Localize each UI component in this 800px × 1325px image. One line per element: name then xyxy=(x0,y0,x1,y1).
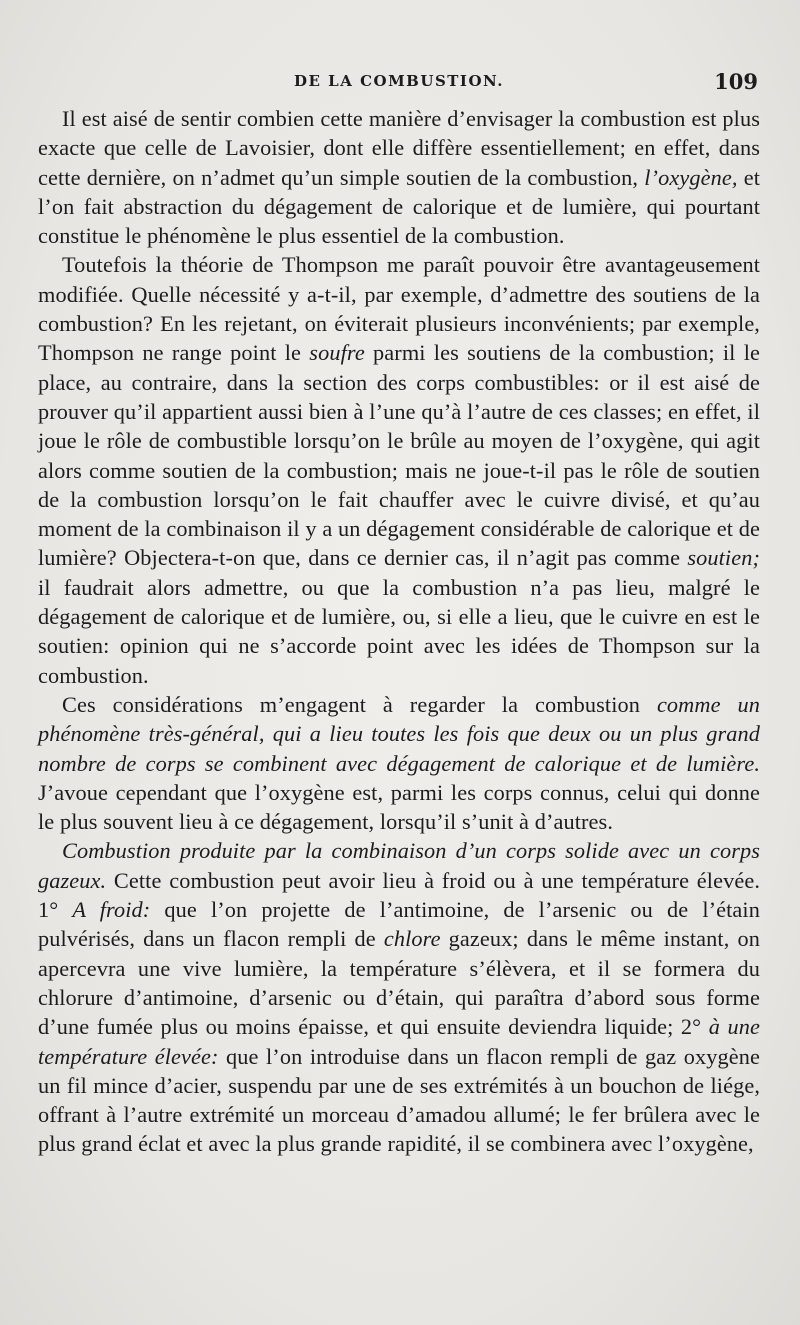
text-run: J’avoue cependant que l’oxygène est, parmi les corps connus, celui qui donne le plus souvent lieu à ce dégagement, lorsqu’il s’unit à d’autres. xyxy=(38,779,760,835)
paragraph xyxy=(38,690,760,836)
text-run: Toutefois la théorie de Thompson me paraît pouvoir être avantageusement modifiée. Quelle nécessité y a-t-il, par exemple, d’admettre des soutiens de la combustion? En les rejetant, on éviterait plusieurs inconvénients; par exemple, Thompson ne range point le xyxy=(38,252,760,366)
paragraph xyxy=(38,836,760,1158)
italic-run: comme un phénomène très-général, qui a lieu toutes les fois que deux ou un plus grand nombre de corps se combinent avec dégagement de calorique et de lumière. xyxy=(38,691,760,776)
text-run: Il est aisé de sentir combien cette manière d’envisager la combustion est plus exacte que celle de Lavoisier, dont elle diffère essentiellement; en effet, dans cette dernière, on n’admet qu’un simple soutien de la combustion, xyxy=(38,106,760,190)
italic-run: A froid: xyxy=(72,897,151,923)
italic-run: à une température élevée: xyxy=(38,1014,760,1069)
page-number: 109 xyxy=(714,69,758,94)
text-run: Ces considérations m’engagent à regarder la combustion xyxy=(62,691,657,717)
italic-run: Combustion produite par la combinaison d’un corps solide avec un corps gazeux. xyxy=(38,838,760,893)
text-run: que l’on introduise dans un flacon rempli de gaz oxygène un fil mince d’acier, suspendu par une de ses extrémités à un bouchon de liége, offrant à l’autre extrémité un morceau d’amadou allumé; le fer brûlera avec le plus grand éclat et avec la plus grande rapidité, il se combinera avec l’oxygène, xyxy=(38,1043,760,1157)
text-run: et l’on fait abstraction du dégagement de calorique et de lumière, qui pourtant constitue le phénomène le plus essentiel de la combustion. xyxy=(38,164,760,249)
text-run: gazeux; dans le même instant, on apercevra une vive lumière, la température s’élèvera, et il se formera du chlorure d’antimoine, d’arsenic ou d’étain, qui paraîtra d’abord sous forme d’une fumée plus ou moins épaisse, et qui ensuite deviendra liquide; 2° xyxy=(38,926,760,1040)
running-head: DE LA COMBUSTION. xyxy=(294,72,504,90)
page-header xyxy=(38,69,760,102)
text-run: que l’on projette de l’antimoine, de l’arsenic ou de l’étain pulvérisés, dans un flacon rempli de xyxy=(38,897,760,952)
text-run: Cette combustion peut avoir lieu à froid ou à une température élevée. 1° xyxy=(38,867,760,923)
italic-run: soufre xyxy=(309,340,365,366)
paragraph xyxy=(38,104,760,250)
italic-run: soutien; xyxy=(687,545,760,571)
italic-run: l’oxygène, xyxy=(644,164,738,190)
paragraph xyxy=(38,250,760,689)
text-run: parmi les soutiens de la combustion; il le place, au contraire, dans la section des corps combustibles: or il est aisé de prouver qu’il appartient aussi bien à l’une qu’à l’autre de ces classes; en effet, il joue le rôle de combustible lorsqu’on le brûle au moyen de l’oxygène, qui agit alors comme soutien de la combustion; mais ne joue-t-il pas le rôle de soutien de la combustion lorsqu’on le fait chauffer avec le cuivre divisé, et qu’au moment de la combinaison il y a un dégagement considérable de calorique et de lumière? Objectera-t-on que, dans ce dernier cas, il n’agit pas comme xyxy=(38,340,760,571)
body-text xyxy=(38,104,760,1159)
text-run: il faudrait alors admettre, ou que la combustion n’a pas lieu, malgré le dégagement de calorique et de lumière, ou, si elle a lieu, que le cuivre en est le soutien: opinion qui ne s’accorde point avec les idées de Thompson sur la combustion. xyxy=(38,574,760,688)
italic-run: chlore xyxy=(383,926,441,952)
